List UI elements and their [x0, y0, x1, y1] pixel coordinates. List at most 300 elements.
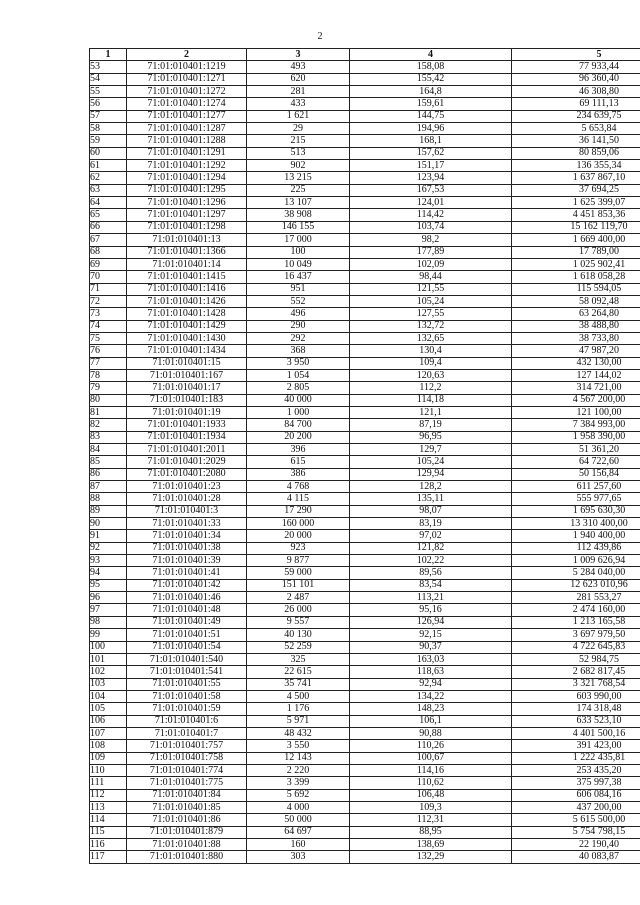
cadastral-number: 71:01:010401:1294	[127, 172, 247, 184]
table-row	[90, 295, 640, 307]
row-number: 55	[90, 86, 127, 98]
column-header-1: 1	[90, 49, 127, 61]
area-cell: 3 550	[247, 740, 350, 752]
cadastral-number: 71:01:010401:39	[127, 555, 247, 567]
row-number: 111	[90, 777, 127, 789]
table-row	[90, 567, 640, 579]
cadastral-number: 71:01:010401:6	[127, 715, 247, 727]
cadastral-number: 71:01:010401:1934	[127, 431, 247, 443]
table-row	[90, 777, 640, 789]
specific-value-cell: 157,62	[350, 147, 512, 159]
table-row	[90, 406, 640, 418]
cadastral-number: 71:01:010401:1295	[127, 184, 247, 196]
row-number: 65	[90, 209, 127, 221]
row-number: 93	[90, 555, 127, 567]
cadastral-number: 71:01:010401:774	[127, 764, 247, 776]
table-row	[90, 555, 640, 567]
area-cell: 12 143	[247, 752, 350, 764]
table-row	[90, 456, 640, 468]
area-cell: 160 000	[247, 518, 350, 530]
cadastral-number: 71:01:010401:84	[127, 789, 247, 801]
specific-value-cell: 121,55	[350, 283, 512, 295]
cadastral-value-cell: 375 997,38	[512, 777, 640, 789]
specific-value-cell: 110,26	[350, 740, 512, 752]
specific-value-cell: 132,72	[350, 320, 512, 332]
row-number: 67	[90, 234, 127, 246]
cadastral-value-cell: 4 401 500,16	[512, 727, 640, 739]
cadastral-value-cell: 253 435,20	[512, 764, 640, 776]
table-row	[90, 283, 640, 295]
specific-value-cell: 163,03	[350, 653, 512, 665]
cadastral-number: 71:01:010401:1416	[127, 283, 247, 295]
row-number: 75	[90, 332, 127, 344]
table-row	[90, 246, 640, 258]
cadastral-value-cell: 4 722 645,83	[512, 641, 640, 653]
specific-value-cell: 114,42	[350, 209, 512, 221]
cadastral-value-cell: 58 092,48	[512, 295, 640, 307]
row-number: 83	[90, 431, 127, 443]
cadastral-value-cell: 633 523,10	[512, 715, 640, 727]
table-row	[90, 653, 640, 665]
row-number: 95	[90, 579, 127, 591]
specific-value-cell: 126,94	[350, 616, 512, 628]
cadastral-number: 71:01:010401:41	[127, 567, 247, 579]
cadastral-number: 71:01:010401:1297	[127, 209, 247, 221]
specific-value-cell: 113,21	[350, 592, 512, 604]
row-number: 59	[90, 135, 127, 147]
specific-value-cell: 97,02	[350, 530, 512, 542]
table-row	[90, 851, 640, 863]
row-number: 80	[90, 394, 127, 406]
cadastral-value-cell: 3 321 768,54	[512, 678, 640, 690]
area-cell: 40 130	[247, 629, 350, 641]
row-number: 105	[90, 703, 127, 715]
table-row	[90, 530, 640, 542]
cadastral-value-cell: 80 859,06	[512, 147, 640, 159]
row-number: 90	[90, 518, 127, 530]
table-row	[90, 592, 640, 604]
cadastral-number: 71:01:010401:1933	[127, 419, 247, 431]
cadastral-value-cell: 3 697 979,50	[512, 629, 640, 641]
row-number: 61	[90, 160, 127, 172]
cadastral-value-cell: 174 318,48	[512, 703, 640, 715]
specific-value-cell: 123,94	[350, 172, 512, 184]
specific-value-cell: 98,07	[350, 505, 512, 517]
row-number: 73	[90, 308, 127, 320]
row-number: 76	[90, 345, 127, 357]
specific-value-cell: 138,69	[350, 839, 512, 851]
cadastral-number: 71:01:010401:13	[127, 234, 247, 246]
cadastral-value-cell: 127 144,02	[512, 369, 640, 381]
table-row	[90, 308, 640, 320]
area-cell: 1 621	[247, 110, 350, 122]
cadastral-number: 71:01:010401:1298	[127, 221, 247, 233]
table-row	[90, 690, 640, 702]
area-cell: 923	[247, 542, 350, 554]
area-cell: 16 437	[247, 271, 350, 283]
specific-value-cell: 100,67	[350, 752, 512, 764]
specific-value-cell: 114,18	[350, 394, 512, 406]
table-row	[90, 369, 640, 381]
table-row	[90, 382, 640, 394]
cadastral-value-cell: 432 130,00	[512, 357, 640, 369]
table-row	[90, 184, 640, 196]
row-number: 92	[90, 542, 127, 554]
table-row	[90, 209, 640, 221]
area-cell: 303	[247, 851, 350, 863]
cadastral-value-cell: 36 141,50	[512, 135, 640, 147]
area-cell: 4 115	[247, 493, 350, 505]
row-number: 115	[90, 826, 127, 838]
cadastral-value-cell: 121 100,00	[512, 406, 640, 418]
area-cell: 17 000	[247, 234, 350, 246]
area-cell: 292	[247, 332, 350, 344]
specific-value-cell: 155,42	[350, 73, 512, 85]
cadastral-number: 71:01:010401:86	[127, 814, 247, 826]
cadastral-number: 71:01:010401:15	[127, 357, 247, 369]
area-cell: 146 155	[247, 221, 350, 233]
cadastral-number: 71:01:010401:2080	[127, 468, 247, 480]
specific-value-cell: 151,17	[350, 160, 512, 172]
area-cell: 552	[247, 295, 350, 307]
cadastral-value-cell: 17 789,00	[512, 246, 640, 258]
table-row	[90, 98, 640, 110]
area-cell: 386	[247, 468, 350, 480]
header-row	[90, 49, 640, 61]
cadastral-number: 71:01:010401:23	[127, 481, 247, 493]
row-number: 113	[90, 801, 127, 813]
area-cell: 2 487	[247, 592, 350, 604]
row-number: 78	[90, 369, 127, 381]
table-row	[90, 801, 640, 813]
cadastral-number: 71:01:010401:1287	[127, 123, 247, 135]
table-row	[90, 73, 640, 85]
cadastral-value-cell: 603 990,00	[512, 690, 640, 702]
row-number: 88	[90, 493, 127, 505]
cadastral-value-cell: 12 623 010,96	[512, 579, 640, 591]
cadastral-number: 71:01:010401:19	[127, 406, 247, 418]
cadastral-number: 71:01:010401:1271	[127, 73, 247, 85]
row-number: 63	[90, 184, 127, 196]
cadastral-number: 71:01:010401:42	[127, 579, 247, 591]
area-cell: 48 432	[247, 727, 350, 739]
area-cell: 1 000	[247, 406, 350, 418]
table-row	[90, 789, 640, 801]
table-row	[90, 764, 640, 776]
cadastral-number: 71:01:010401:1434	[127, 345, 247, 357]
area-cell: 513	[247, 147, 350, 159]
specific-value-cell: 135,11	[350, 493, 512, 505]
area-cell: 13 107	[247, 197, 350, 209]
cadastral-number: 71:01:010401:33	[127, 518, 247, 530]
cadastral-number: 71:01:010401:38	[127, 542, 247, 554]
row-number: 86	[90, 468, 127, 480]
cadastral-number: 71:01:010401:34	[127, 530, 247, 542]
cadastral-number: 71:01:010401:1296	[127, 197, 247, 209]
row-number: 66	[90, 221, 127, 233]
table-row	[90, 419, 640, 431]
cadastral-value-cell: 77 933,44	[512, 61, 640, 73]
specific-value-cell: 127,55	[350, 308, 512, 320]
cadastral-value-cell: 46 308,80	[512, 86, 640, 98]
cadastral-value-cell: 1 940 400,00	[512, 530, 640, 542]
cadastral-number: 71:01:010401:1219	[127, 61, 247, 73]
specific-value-cell: 102,22	[350, 555, 512, 567]
row-number: 62	[90, 172, 127, 184]
specific-value-cell: 158,08	[350, 61, 512, 73]
row-number: 98	[90, 616, 127, 628]
table-row	[90, 258, 640, 270]
row-number: 70	[90, 271, 127, 283]
area-cell: 26 000	[247, 604, 350, 616]
cadastral-value-cell: 5 615 500,00	[512, 814, 640, 826]
specific-value-cell: 95,16	[350, 604, 512, 616]
cadastral-value-cell: 1 025 902,41	[512, 258, 640, 270]
cadastral-number: 71:01:010401:758	[127, 752, 247, 764]
area-cell: 4 768	[247, 481, 350, 493]
cadastral-value-table	[89, 48, 640, 864]
area-cell: 3 950	[247, 357, 350, 369]
table-row	[90, 481, 640, 493]
cadastral-value-cell: 4 567 200,00	[512, 394, 640, 406]
specific-value-cell: 194,96	[350, 123, 512, 135]
cadastral-value-cell: 64 722,60	[512, 456, 640, 468]
cadastral-value-cell: 606 084,16	[512, 789, 640, 801]
table-row	[90, 332, 640, 344]
row-number: 100	[90, 641, 127, 653]
cadastral-number: 71:01:010401:1415	[127, 271, 247, 283]
area-cell: 22 615	[247, 666, 350, 678]
area-cell: 1 176	[247, 703, 350, 715]
cadastral-value-cell: 234 639,75	[512, 110, 640, 122]
cadastral-value-cell: 63 264,80	[512, 308, 640, 320]
cadastral-value-cell: 5 653,84	[512, 123, 640, 135]
page-number: 2	[317, 31, 323, 42]
cadastral-number: 71:01:010401:1272	[127, 86, 247, 98]
specific-value-cell: 121,1	[350, 406, 512, 418]
specific-value-cell: 129,94	[350, 468, 512, 480]
specific-value-cell: 159,61	[350, 98, 512, 110]
cadastral-number: 71:01:010401:1428	[127, 308, 247, 320]
table-row	[90, 518, 640, 530]
table-row	[90, 431, 640, 443]
row-number: 68	[90, 246, 127, 258]
cadastral-number: 71:01:010401:1366	[127, 246, 247, 258]
row-number: 81	[90, 406, 127, 418]
cadastral-value-cell: 1 637 867,10	[512, 172, 640, 184]
cadastral-value-cell: 112 439,86	[512, 542, 640, 554]
cadastral-number: 71:01:010401:3	[127, 505, 247, 517]
row-number: 53	[90, 61, 127, 73]
row-number: 99	[90, 629, 127, 641]
specific-value-cell: 112,31	[350, 814, 512, 826]
cadastral-number: 71:01:010401:28	[127, 493, 247, 505]
cadastral-value-cell: 281 553,27	[512, 592, 640, 604]
cadastral-value-cell: 1 618 058,28	[512, 271, 640, 283]
cadastral-value-cell: 96 360,40	[512, 73, 640, 85]
cadastral-value-cell: 47 987,20	[512, 345, 640, 357]
table-row	[90, 542, 640, 554]
table-body	[90, 61, 640, 863]
area-cell: 5 692	[247, 789, 350, 801]
cadastral-number: 71:01:010401:51	[127, 629, 247, 641]
specific-value-cell: 112,2	[350, 382, 512, 394]
area-cell: 84 700	[247, 419, 350, 431]
specific-value-cell: 148,23	[350, 703, 512, 715]
cadastral-number: 71:01:010401:17	[127, 382, 247, 394]
row-number: 96	[90, 592, 127, 604]
row-number: 109	[90, 752, 127, 764]
area-cell: 281	[247, 86, 350, 98]
table-row	[90, 345, 640, 357]
cadastral-value-cell: 1 695 630,30	[512, 505, 640, 517]
cadastral-number: 71:01:010401:14	[127, 258, 247, 270]
specific-value-cell: 109,3	[350, 801, 512, 813]
cadastral-value-cell: 1 669 400,00	[512, 234, 640, 246]
table-row	[90, 641, 640, 653]
cadastral-value-cell: 22 190,40	[512, 839, 640, 851]
specific-value-cell: 129,7	[350, 444, 512, 456]
row-number: 60	[90, 147, 127, 159]
row-number: 79	[90, 382, 127, 394]
cadastral-number: 71:01:010401:48	[127, 604, 247, 616]
table-row	[90, 123, 640, 135]
table-row	[90, 394, 640, 406]
table-row	[90, 444, 640, 456]
cadastral-value-cell: 38 733,80	[512, 332, 640, 344]
area-cell: 1 054	[247, 369, 350, 381]
table-row	[90, 814, 640, 826]
row-number: 56	[90, 98, 127, 110]
cadastral-value-cell: 50 156,84	[512, 468, 640, 480]
cadastral-number: 71:01:010401:55	[127, 678, 247, 690]
area-cell: 493	[247, 61, 350, 73]
row-number: 84	[90, 444, 127, 456]
cadastral-value-cell: 115 594,05	[512, 283, 640, 295]
specific-value-cell: 164,8	[350, 86, 512, 98]
table-row	[90, 197, 640, 209]
cadastral-number: 71:01:010401:540	[127, 653, 247, 665]
specific-value-cell: 106,48	[350, 789, 512, 801]
area-cell: 620	[247, 73, 350, 85]
row-number: 57	[90, 110, 127, 122]
table-row	[90, 135, 640, 147]
specific-value-cell: 92,15	[350, 629, 512, 641]
specific-value-cell: 90,88	[350, 727, 512, 739]
table-row	[90, 271, 640, 283]
row-number: 69	[90, 258, 127, 270]
area-cell: 496	[247, 308, 350, 320]
area-cell: 38 908	[247, 209, 350, 221]
area-cell: 13 215	[247, 172, 350, 184]
cadastral-number: 71:01:010401:1430	[127, 332, 247, 344]
specific-value-cell: 121,82	[350, 542, 512, 554]
row-number: 107	[90, 727, 127, 739]
row-number: 85	[90, 456, 127, 468]
specific-value-cell: 128,2	[350, 481, 512, 493]
table-row	[90, 172, 640, 184]
cadastral-number: 71:01:010401:46	[127, 592, 247, 604]
area-cell: 368	[247, 345, 350, 357]
area-cell: 290	[247, 320, 350, 332]
specific-value-cell: 109,4	[350, 357, 512, 369]
area-cell: 20 200	[247, 431, 350, 443]
area-cell: 160	[247, 839, 350, 851]
cadastral-value-cell: 555 977,65	[512, 493, 640, 505]
area-cell: 17 290	[247, 505, 350, 517]
cadastral-value-cell: 51 361,20	[512, 444, 640, 456]
area-cell: 902	[247, 160, 350, 172]
cadastral-value-cell: 1 222 435,81	[512, 752, 640, 764]
row-number: 94	[90, 567, 127, 579]
table-row	[90, 86, 640, 98]
row-number: 97	[90, 604, 127, 616]
table-row	[90, 715, 640, 727]
column-header-3: 3	[247, 49, 350, 61]
area-cell: 3 399	[247, 777, 350, 789]
cadastral-number: 71:01:010401:1291	[127, 147, 247, 159]
area-cell: 5 971	[247, 715, 350, 727]
specific-value-cell: 132,29	[350, 851, 512, 863]
area-cell: 2 805	[247, 382, 350, 394]
specific-value-cell: 120,63	[350, 369, 512, 381]
cadastral-value-cell: 391 423,00	[512, 740, 640, 752]
table-row	[90, 147, 640, 159]
table-row	[90, 629, 640, 641]
cadastral-value-cell: 1 958 390,00	[512, 431, 640, 443]
cadastral-value-cell: 13 310 400,00	[512, 518, 640, 530]
area-cell: 64 697	[247, 826, 350, 838]
specific-value-cell: 134,22	[350, 690, 512, 702]
specific-value-cell: 92,94	[350, 678, 512, 690]
row-number: 108	[90, 740, 127, 752]
row-number: 117	[90, 851, 127, 863]
table-row	[90, 666, 640, 678]
area-cell: 4 500	[247, 690, 350, 702]
cadastral-value-cell: 1 625 399,07	[512, 197, 640, 209]
cadastral-number: 71:01:010401:88	[127, 839, 247, 851]
cadastral-value-cell: 2 682 817,45	[512, 666, 640, 678]
area-cell: 9 877	[247, 555, 350, 567]
table-row	[90, 678, 640, 690]
specific-value-cell: 114,16	[350, 764, 512, 776]
specific-value-cell: 88,95	[350, 826, 512, 838]
cadastral-number: 71:01:010401:880	[127, 851, 247, 863]
cadastral-number: 71:01:010401:775	[127, 777, 247, 789]
specific-value-cell: 105,24	[350, 295, 512, 307]
cadastral-number: 71:01:010401:1277	[127, 110, 247, 122]
table-row	[90, 234, 640, 246]
row-number: 54	[90, 73, 127, 85]
cadastral-number: 71:01:010401:1274	[127, 98, 247, 110]
table-row	[90, 221, 640, 233]
cadastral-value-cell: 136 355,34	[512, 160, 640, 172]
specific-value-cell: 87,19	[350, 419, 512, 431]
row-number: 104	[90, 690, 127, 702]
cadastral-value-cell: 611 257,60	[512, 481, 640, 493]
area-cell: 10 049	[247, 258, 350, 270]
specific-value-cell: 177,89	[350, 246, 512, 258]
specific-value-cell: 90,37	[350, 641, 512, 653]
table-row	[90, 160, 640, 172]
cadastral-value-cell: 69 111,13	[512, 98, 640, 110]
row-number: 82	[90, 419, 127, 431]
table-row	[90, 505, 640, 517]
area-cell: 9 557	[247, 616, 350, 628]
cadastral-value-cell: 4 451 853,36	[512, 209, 640, 221]
row-number: 58	[90, 123, 127, 135]
cadastral-value-cell: 40 083,87	[512, 851, 640, 863]
